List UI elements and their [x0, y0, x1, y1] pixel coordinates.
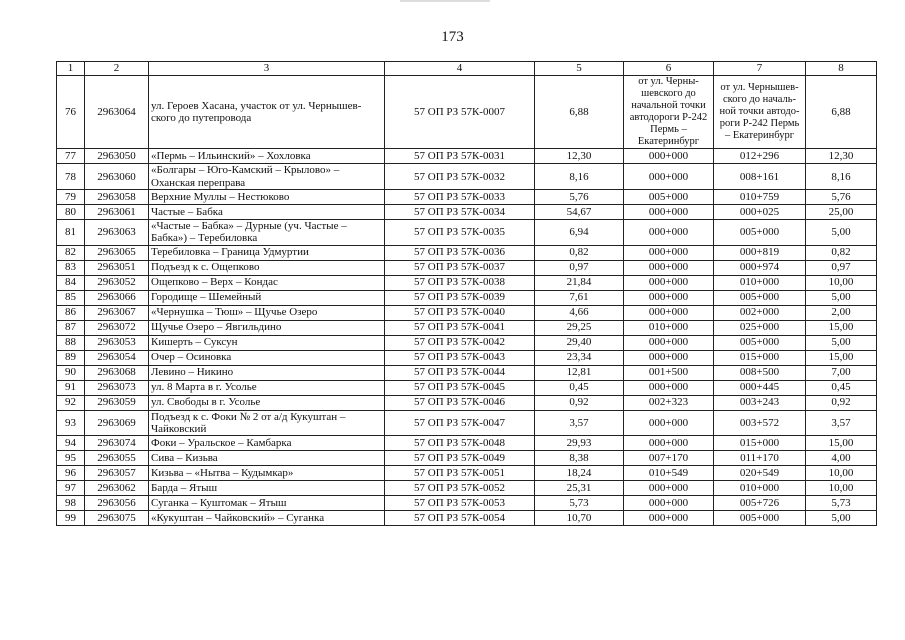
col-header: 7 — [714, 62, 806, 76]
start-point: 000+000 — [624, 220, 714, 246]
road-code: 2963072 — [85, 320, 149, 335]
length-km: 29,25 — [535, 320, 624, 335]
table-row — [57, 320, 877, 335]
road-name: «Болгары – Юго-Камский – Крылово» – Оханская переправа — [149, 164, 385, 190]
end-point: 003+243 — [714, 395, 806, 410]
road-id: 57 ОП РЗ 57К-0049 — [385, 451, 535, 466]
road-id: 57 ОП РЗ 57К-0044 — [385, 365, 535, 380]
length-km: 23,34 — [535, 350, 624, 365]
road-code: 2963050 — [85, 149, 149, 164]
road-name: Кизьва – «Нытва – Кудымкар» — [149, 466, 385, 481]
end-point: 010+000 — [714, 275, 806, 290]
length-km: 29,93 — [535, 436, 624, 451]
value-km: 5,00 — [806, 335, 877, 350]
row-number: 86 — [57, 305, 85, 320]
start-point: 005+000 — [624, 190, 714, 205]
row-number: 77 — [57, 149, 85, 164]
road-code: 2963058 — [85, 190, 149, 205]
start-point: 007+170 — [624, 451, 714, 466]
length-km: 12,81 — [535, 365, 624, 380]
end-point: 011+170 — [714, 451, 806, 466]
end-point: 000+974 — [714, 260, 806, 275]
start-point: 010+000 — [624, 320, 714, 335]
road-name: Частые – Бабка — [149, 205, 385, 220]
scan-artifact — [400, 0, 490, 2]
value-km: 0,92 — [806, 395, 877, 410]
value-km: 0,45 — [806, 380, 877, 395]
end-point: 015+000 — [714, 436, 806, 451]
row-number: 82 — [57, 245, 85, 260]
road-code: 2963057 — [85, 466, 149, 481]
road-code: 2963054 — [85, 350, 149, 365]
value-km: 5,00 — [806, 511, 877, 526]
value-km: 10,00 — [806, 466, 877, 481]
end-point: 008+500 — [714, 365, 806, 380]
table-row — [57, 395, 877, 410]
value-km: 12,30 — [806, 149, 877, 164]
length-km: 29,40 — [535, 335, 624, 350]
length-km: 12,30 — [535, 149, 624, 164]
road-code: 2963075 — [85, 511, 149, 526]
road-name: Городище – Шемейный — [149, 290, 385, 305]
row-number: 85 — [57, 290, 85, 305]
end-point: 008+161 — [714, 164, 806, 190]
row-number: 98 — [57, 496, 85, 511]
road-name: Теребиловка – Граница Удмуртии — [149, 245, 385, 260]
road-code: 2963062 — [85, 481, 149, 496]
road-id: 57 ОП РЗ 57К-0042 — [385, 335, 535, 350]
row-number: 92 — [57, 395, 85, 410]
road-code: 2963064 — [85, 76, 149, 149]
value-km: 0,82 — [806, 245, 877, 260]
road-id: 57 ОП РЗ 57К-0053 — [385, 496, 535, 511]
col-header: 1 — [57, 62, 85, 76]
table-row — [57, 436, 877, 451]
start-point: 000+000 — [624, 205, 714, 220]
road-name: Барда – Ятыш — [149, 481, 385, 496]
row-number: 81 — [57, 220, 85, 246]
start-point: 000+000 — [624, 164, 714, 190]
table-row — [57, 335, 877, 350]
col-header: 6 — [624, 62, 714, 76]
value-km: 0,97 — [806, 260, 877, 275]
length-km: 6,94 — [535, 220, 624, 246]
length-km: 0,92 — [535, 395, 624, 410]
row-number: 83 — [57, 260, 85, 275]
value-km: 15,00 — [806, 350, 877, 365]
road-name: Фоки – Уральское – Камбарка — [149, 436, 385, 451]
row-number: 87 — [57, 320, 85, 335]
value-km: 5,00 — [806, 220, 877, 246]
road-id: 57 ОП РЗ 57К-0040 — [385, 305, 535, 320]
table-row — [57, 190, 877, 205]
end-point: 000+819 — [714, 245, 806, 260]
road-id: 57 ОП РЗ 57К-0035 — [385, 220, 535, 246]
col-header: 5 — [535, 62, 624, 76]
end-point: 005+726 — [714, 496, 806, 511]
road-id: 57 ОП РЗ 57К-0046 — [385, 395, 535, 410]
road-code: 2963069 — [85, 410, 149, 436]
start-point: 000+000 — [624, 245, 714, 260]
value-km: 7,00 — [806, 365, 877, 380]
table-row — [57, 496, 877, 511]
table-row — [57, 260, 877, 275]
road-name: Кишерть – Суксун — [149, 335, 385, 350]
length-km: 10,70 — [535, 511, 624, 526]
road-id: 57 ОП РЗ 57К-0043 — [385, 350, 535, 365]
page-number: 173 — [441, 29, 464, 45]
start-point: 000+000 — [624, 290, 714, 305]
start-point: 000+000 — [624, 275, 714, 290]
value-km: 2,00 — [806, 305, 877, 320]
table-row — [57, 481, 877, 496]
row-number: 89 — [57, 350, 85, 365]
road-name: Ощепково – Верх – Кондас — [149, 275, 385, 290]
start-point: 010+549 — [624, 466, 714, 481]
end-point: 003+572 — [714, 410, 806, 436]
end-point: 005+000 — [714, 335, 806, 350]
row-number: 93 — [57, 410, 85, 436]
row-number: 80 — [57, 205, 85, 220]
start-point: 000+000 — [624, 410, 714, 436]
road-name: ул. 8 Марта в г. Усолье — [149, 380, 385, 395]
end-point: 000+025 — [714, 205, 806, 220]
value-km: 5,00 — [806, 290, 877, 305]
value-km: 15,00 — [806, 320, 877, 335]
road-code: 2963053 — [85, 335, 149, 350]
start-point: 000+000 — [624, 305, 714, 320]
start-point: 000+000 — [624, 481, 714, 496]
row-number: 94 — [57, 436, 85, 451]
length-km: 6,88 — [535, 76, 624, 149]
value-km: 3,57 — [806, 410, 877, 436]
road-code: 2963074 — [85, 436, 149, 451]
row-number: 90 — [57, 365, 85, 380]
end-point: 005+000 — [714, 220, 806, 246]
length-km: 8,38 — [535, 451, 624, 466]
length-km: 0,82 — [535, 245, 624, 260]
road-id: 57 ОП РЗ 57К-0031 — [385, 149, 535, 164]
road-id: 57 ОП РЗ 57К-0045 — [385, 380, 535, 395]
end-point: от ул. Чернышев-ского до началь-ной точки автодо-роги Р-242 Пермь – Екатеринбург — [714, 76, 806, 149]
road-id: 57 ОП РЗ 57К-0051 — [385, 466, 535, 481]
road-name: Подъезд к с. Фоки № 2 от а/д Кукуштан – Чайковский — [149, 410, 385, 436]
end-point: 020+549 — [714, 466, 806, 481]
col-header: 2 — [85, 62, 149, 76]
length-km: 5,76 — [535, 190, 624, 205]
start-point: 000+000 — [624, 511, 714, 526]
table-row — [57, 410, 877, 436]
road-name: ул. Героев Хасана, участок от ул. Чернышев-ского до путепровода — [149, 76, 385, 149]
road-code: 2963073 — [85, 380, 149, 395]
length-km: 0,45 — [535, 380, 624, 395]
road-id: 57 ОП РЗ 57К-0047 — [385, 410, 535, 436]
row-number: 96 — [57, 466, 85, 481]
road-name: «Чернушка – Тюш» – Щучье Озеро — [149, 305, 385, 320]
table-row — [57, 275, 877, 290]
road-code: 2963051 — [85, 260, 149, 275]
start-point: 001+500 — [624, 365, 714, 380]
start-point: 000+000 — [624, 496, 714, 511]
road-code: 2963065 — [85, 245, 149, 260]
table-row — [57, 205, 877, 220]
start-point: 000+000 — [624, 436, 714, 451]
table-row — [57, 451, 877, 466]
length-km: 8,16 — [535, 164, 624, 190]
road-code: 2963061 — [85, 205, 149, 220]
road-id: 57 ОП РЗ 57К-0048 — [385, 436, 535, 451]
start-point: 000+000 — [624, 380, 714, 395]
road-id: 57 ОП РЗ 57К-0052 — [385, 481, 535, 496]
road-register-table — [56, 61, 877, 526]
road-code: 2963060 — [85, 164, 149, 190]
road-code: 2963052 — [85, 275, 149, 290]
start-point: 000+000 — [624, 149, 714, 164]
value-km: 10,00 — [806, 275, 877, 290]
road-name: Левино – Никино — [149, 365, 385, 380]
value-km: 5,73 — [806, 496, 877, 511]
length-km: 54,67 — [535, 205, 624, 220]
length-km: 21,84 — [535, 275, 624, 290]
end-point: 010+000 — [714, 481, 806, 496]
road-name: «Частые – Бабка» – Дурные (уч. Частые – Бабка») – Теребиловка — [149, 220, 385, 246]
road-name: Очер – Осиновка — [149, 350, 385, 365]
start-point: 002+323 — [624, 395, 714, 410]
row-number: 88 — [57, 335, 85, 350]
start-point: 000+000 — [624, 260, 714, 275]
road-name: «Кукуштан – Чайковский» – Суганка — [149, 511, 385, 526]
road-code: 2963068 — [85, 365, 149, 380]
table-row — [57, 380, 877, 395]
row-number: 78 — [57, 164, 85, 190]
road-id: 57 ОП РЗ 57К-0038 — [385, 275, 535, 290]
end-point: 010+759 — [714, 190, 806, 205]
table-row — [57, 365, 877, 380]
start-point: 000+000 — [624, 350, 714, 365]
value-km: 25,00 — [806, 205, 877, 220]
road-name: Сива – Кизьва — [149, 451, 385, 466]
value-km: 15,00 — [806, 436, 877, 451]
row-number: 97 — [57, 481, 85, 496]
road-code: 2963063 — [85, 220, 149, 246]
length-km: 25,31 — [535, 481, 624, 496]
value-km: 6,88 — [806, 76, 877, 149]
road-id: 57 ОП РЗ 57К-0007 — [385, 76, 535, 149]
length-km: 7,61 — [535, 290, 624, 305]
road-id: 57 ОП РЗ 57К-0041 — [385, 320, 535, 335]
col-header: 3 — [149, 62, 385, 76]
end-point: 002+000 — [714, 305, 806, 320]
road-id: 57 ОП РЗ 57К-0037 — [385, 260, 535, 275]
table-row — [57, 350, 877, 365]
length-km: 5,73 — [535, 496, 624, 511]
end-point: 025+000 — [714, 320, 806, 335]
header-row — [57, 62, 877, 76]
row-number: 76 — [57, 76, 85, 149]
table-row — [57, 245, 877, 260]
col-header: 4 — [385, 62, 535, 76]
table-row — [57, 220, 877, 246]
road-name: «Пермь – Ильинский» – Хохловка — [149, 149, 385, 164]
road-code: 2963055 — [85, 451, 149, 466]
road-name: Верхние Муллы – Нестюково — [149, 190, 385, 205]
row-number: 91 — [57, 380, 85, 395]
length-km: 0,97 — [535, 260, 624, 275]
value-km: 4,00 — [806, 451, 877, 466]
road-id: 57 ОП РЗ 57К-0033 — [385, 190, 535, 205]
start-point: от ул. Черны-шевского до начальной точки автодороги Р-242 Пермь – Екатеринбург — [624, 76, 714, 149]
end-point: 005+000 — [714, 511, 806, 526]
table-row — [57, 511, 877, 526]
table-row — [57, 149, 877, 164]
road-code: 2963066 — [85, 290, 149, 305]
table-row — [57, 164, 877, 190]
end-point: 005+000 — [714, 290, 806, 305]
end-point: 012+296 — [714, 149, 806, 164]
start-point: 000+000 — [624, 335, 714, 350]
road-code: 2963056 — [85, 496, 149, 511]
road-id: 57 ОП РЗ 57К-0039 — [385, 290, 535, 305]
table-row — [57, 466, 877, 481]
table-row — [57, 76, 877, 149]
length-km: 4,66 — [535, 305, 624, 320]
table-row — [57, 290, 877, 305]
row-number: 84 — [57, 275, 85, 290]
road-id: 57 ОП РЗ 57К-0034 — [385, 205, 535, 220]
road-id: 57 ОП РЗ 57К-0054 — [385, 511, 535, 526]
road-code: 2963067 — [85, 305, 149, 320]
row-number: 79 — [57, 190, 85, 205]
value-km: 5,76 — [806, 190, 877, 205]
road-name: ул. Свободы в г. Усолье — [149, 395, 385, 410]
length-km: 3,57 — [535, 410, 624, 436]
value-km: 8,16 — [806, 164, 877, 190]
col-header: 8 — [806, 62, 877, 76]
length-km: 18,24 — [535, 466, 624, 481]
road-name: Щучье Озеро – Явгильдино — [149, 320, 385, 335]
end-point: 015+000 — [714, 350, 806, 365]
table-row — [57, 305, 877, 320]
road-id: 57 ОП РЗ 57К-0036 — [385, 245, 535, 260]
end-point: 000+445 — [714, 380, 806, 395]
road-name: Суганка – Куштомак – Ятыш — [149, 496, 385, 511]
road-name: Подъезд к с. Ощепково — [149, 260, 385, 275]
road-id: 57 ОП РЗ 57К-0032 — [385, 164, 535, 190]
value-km: 10,00 — [806, 481, 877, 496]
row-number: 95 — [57, 451, 85, 466]
row-number: 99 — [57, 511, 85, 526]
road-code: 2963059 — [85, 395, 149, 410]
